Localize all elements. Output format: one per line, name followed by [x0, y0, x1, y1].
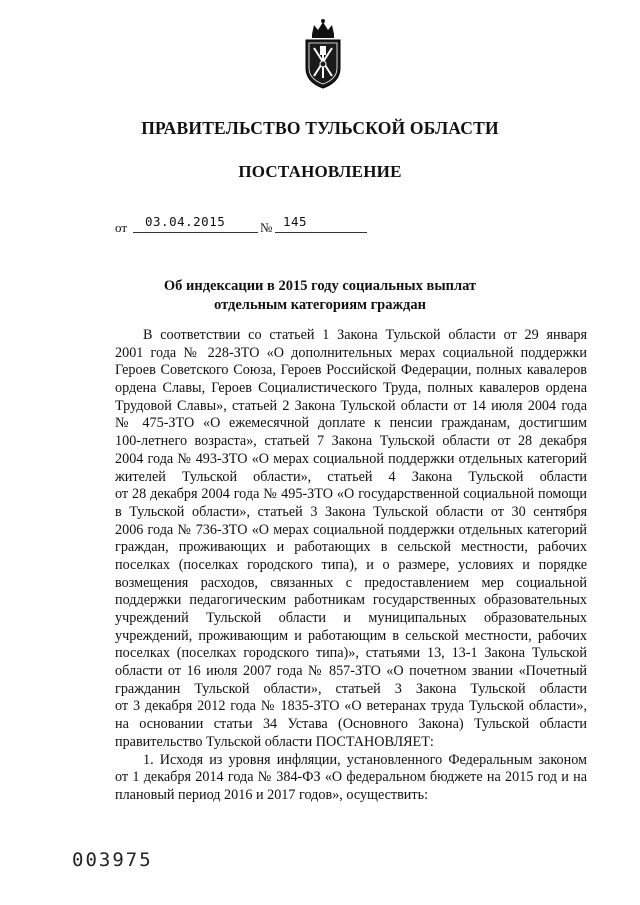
body-line: правительство Тульской области ПОСТАНОВЛЯЕТ:: [115, 733, 434, 750]
body-line: гражданин Тульской области», статьей 3 Закона Тульской области: [115, 680, 587, 697]
body-line: ордена Славы, Героев Социалистического Труда, полных кавалеров ордена: [115, 380, 587, 397]
document-number: 145: [283, 214, 308, 229]
date-label: от: [115, 220, 128, 235]
body-line: 2006 года № 736-ЗТО «О мерах социальной поддержки отдельных категорий: [115, 521, 587, 538]
body-line: жителей Тульской области», статьей 4 Закона Тульской области: [115, 468, 587, 485]
body-line: поселках (поселках городского типа)», статьями 13, 13-1 Закона Тульской: [115, 645, 587, 662]
document-body: [115, 327, 587, 805]
number-underline: [275, 232, 367, 233]
body-line: 2004 года № 493-ЗТО «О мерах социальной поддержки отдельных категорий: [115, 450, 587, 467]
body-line: № 475-ЗТО «О ежемесячной доплате к пенсии гражданам, достигшим: [115, 415, 587, 432]
body-line: В соответствии со статьей 1 Закона Тульской области от 29 января: [143, 327, 587, 343]
body-line: учреждений, проживающим и работающим в сельской местности, рабочих: [115, 627, 587, 644]
title-line: отдельным категориям граждан: [214, 297, 426, 313]
body-line: поддержки педагогическим работникам государственных образовательных: [115, 592, 587, 609]
document-date: 03.04.2015: [145, 214, 226, 229]
body-line: на основании статьи 34 Устава (Основного Закона) Тульской области: [115, 716, 587, 733]
body-line: учреждений Тульской области и муниципальных образовательных: [115, 610, 587, 626]
body-line: в Тульской области», статьей 3 Закона Тульской области от 30 сентября: [115, 503, 587, 520]
body-line: граждан, проживающих и работающих в сельской местности, рабочих: [115, 539, 587, 556]
body-line: плановый период 2016 и 2017 годов», осуществить:: [115, 786, 429, 803]
number-label: №: [260, 220, 273, 235]
document-title: [0, 277, 640, 315]
body-line: от 3 декабря 2012 года № 1835-ЗТО «О ветеранах труда Тульской области»,: [115, 698, 587, 715]
body-line: Трудовой Славы», статьей 2 Закона Тульской области от 14 июля 2004 года: [115, 397, 587, 414]
body-line: Героев Советского Союза, Героев Российской Федерации, полных кавалеров: [115, 362, 587, 379]
body-line: области от 16 июля 2007 года № 857-ЗТО «О почетном звании «Почетный: [115, 663, 587, 680]
body-line: возмещения расходов, связанных с предоставлением мер социальной: [115, 574, 587, 591]
body-line: 100-летнего возраста», статьей 7 Закона Тульской области от 28 декабря: [115, 433, 587, 450]
government-name: ПРАВИТЕЛЬСТВО ТУЛЬСКОЙ ОБЛАСТИ: [141, 118, 499, 138]
document-type: ПОСТАНОВЛЕНИЕ: [238, 162, 402, 181]
body-line: от 28 декабря 2004 года № 495-ЗТО «О государственной социальной помощи: [115, 486, 587, 503]
coat-of-arms-emblem: [300, 18, 346, 90]
body-line: от 1 декабря 2014 года № 384-ФЗ «О федеральном бюджете на 2015 год и на: [115, 769, 587, 786]
serial-number: 003975: [72, 849, 153, 871]
date-underline: [133, 232, 258, 233]
body-line: 2001 года № 228-ЗТО «О дополнительных мерах социальной поддержки: [115, 344, 587, 361]
body-line: поселках (поселках городского типа), и о размере, условиях и порядке: [115, 556, 587, 573]
body-line: 1. Исходя из уровня инфляции, установленного Федеральным законом: [143, 751, 587, 768]
title-line: Об индексации в 2015 году социальных выплат: [163, 278, 477, 294]
